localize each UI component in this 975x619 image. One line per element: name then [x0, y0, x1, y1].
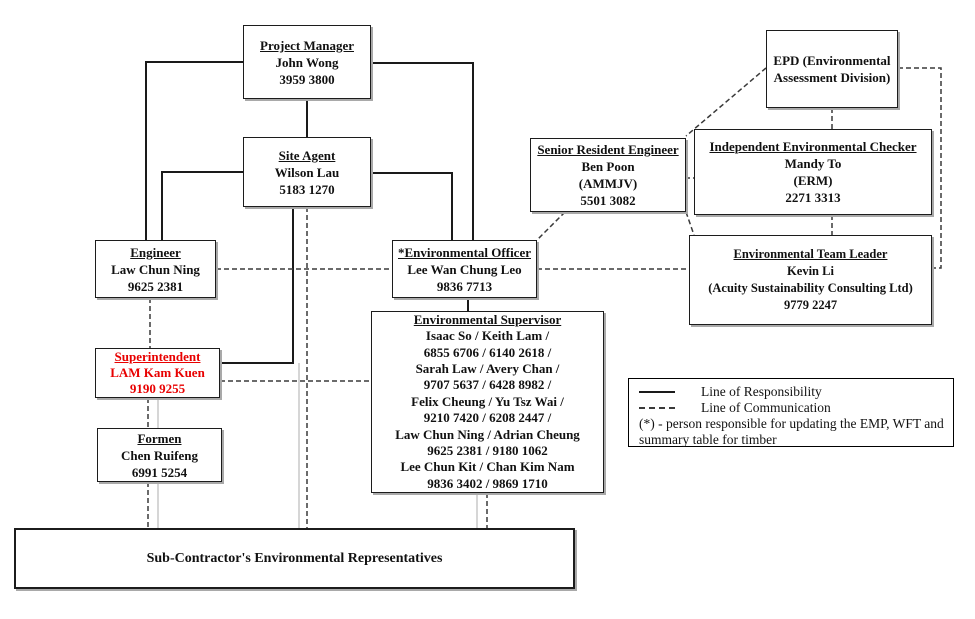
- supervisor-names: Lee Chun Kit / Chan Kim Nam: [400, 459, 575, 475]
- node-company: (AMMJV): [578, 176, 638, 191]
- line-pm-to-engineer: [146, 62, 243, 240]
- legend-note-line2: summary table for timber: [639, 432, 777, 447]
- node-title: Engineer: [130, 244, 181, 260]
- line-site-agent-to-engineer: [162, 172, 243, 240]
- node-phone: 5501 3082: [580, 193, 636, 208]
- node-title: Sub-Contractor's Environmental Representatives: [146, 551, 443, 566]
- node-engineer: [95, 240, 216, 298]
- supervisor-phones: 9707 5637 / 6428 8982 /: [423, 377, 552, 393]
- node-phone: 6991 5254: [131, 464, 188, 480]
- node-phone: 9836 7713: [436, 278, 493, 294]
- node-person: Wilson Lau: [274, 164, 340, 180]
- node-phone: 9779 2247: [783, 298, 838, 312]
- solid-line-swatch: [639, 391, 675, 393]
- node-title: *Environmental Officer: [398, 244, 531, 260]
- node-title: Formen: [137, 430, 182, 446]
- node-site-agent: [243, 137, 371, 207]
- node-person: LAM Kam Kuen: [110, 365, 205, 380]
- node-senior-resident-engineer: [530, 138, 686, 212]
- supervisor-phones: 9210 7420 / 6208 2447 /: [423, 410, 552, 426]
- node-title: Project Manager: [260, 37, 354, 53]
- node-title: Independent Environmental Checker: [709, 139, 917, 154]
- node-title: Environmental Team Leader: [733, 247, 888, 261]
- node-person: Chen Ruifeng: [121, 447, 198, 463]
- supervisor-names: Law Chun Ning / Adrian Cheung: [395, 426, 580, 442]
- supervisor-phones: 6855 6706 / 6140 2618 /: [423, 344, 552, 360]
- node-environmental-officer: [392, 240, 537, 298]
- node-epd-line1: EPD (Environmental: [773, 53, 891, 68]
- node-phone: 2271 3313: [785, 190, 841, 205]
- node-person: John Wong: [275, 54, 339, 70]
- supervisor-names: Felix Cheung / Yu Tsz Wai /: [411, 393, 564, 409]
- node-formen: [97, 428, 222, 482]
- node-person: Law Chun Ning: [111, 261, 200, 277]
- node-phone: 3959 3800: [279, 71, 335, 87]
- dash-sre-etl: [686, 212, 694, 235]
- node-epd: [766, 30, 898, 108]
- node-superintendent: [95, 348, 220, 398]
- node-title: Site Agent: [278, 147, 336, 163]
- dash-sre-env-officer: [537, 212, 565, 240]
- node-company: (ERM): [793, 173, 833, 188]
- node-phone: 5183 1270: [279, 181, 335, 197]
- node-person: Lee Wan Chung Leo: [407, 261, 522, 277]
- supervisor-names: Isaac So / Keith Lam /: [425, 328, 550, 344]
- node-independent-environmental-checker: [694, 129, 932, 215]
- node-person: Kevin Li: [787, 264, 834, 278]
- supervisor-names: Sarah Law / Avery Chan /: [415, 360, 560, 376]
- node-title: Environmental Supervisor: [413, 311, 562, 327]
- legend-note-line1: (*) - person responsible for updating the EMP, WFT and: [639, 416, 944, 431]
- supervisor-phones: 9836 3402 / 9869 1710: [427, 475, 548, 491]
- legend: [628, 378, 954, 447]
- node-subcontractor-representatives: [14, 528, 575, 589]
- node-environmental-supervisor: [371, 311, 604, 493]
- legend-responsibility-label: Line of Responsibility: [701, 384, 822, 399]
- node-person: Ben Poon: [581, 159, 635, 174]
- node-title: Superintendent: [114, 349, 201, 364]
- legend-communication-label: Line of Communication: [701, 400, 831, 415]
- node-person: Mandy To: [784, 156, 842, 171]
- node-project-manager: [243, 25, 371, 99]
- legend-responsibility-row: [639, 384, 945, 400]
- line-site-agent-to-env-officer: [371, 173, 452, 240]
- dash-epd-sre: [686, 68, 766, 136]
- node-company: (Acuity Sustainability Consulting Ltd): [708, 281, 913, 295]
- supervisor-phones: 9625 2381 / 9180 1062: [427, 443, 548, 459]
- node-phone: 9625 2381: [127, 278, 184, 294]
- line-pm-to-env-officer: [371, 63, 473, 240]
- node-environmental-team-leader: [689, 235, 932, 325]
- node-title: Senior Resident Engineer: [537, 142, 679, 157]
- line-site-agent-to-superintendent: [220, 207, 293, 363]
- dashed-line-swatch: [639, 407, 675, 409]
- node-epd-line2: Assessment Division): [773, 70, 891, 85]
- node-phone: 9190 9255: [129, 381, 186, 396]
- legend-communication-row: [639, 400, 945, 416]
